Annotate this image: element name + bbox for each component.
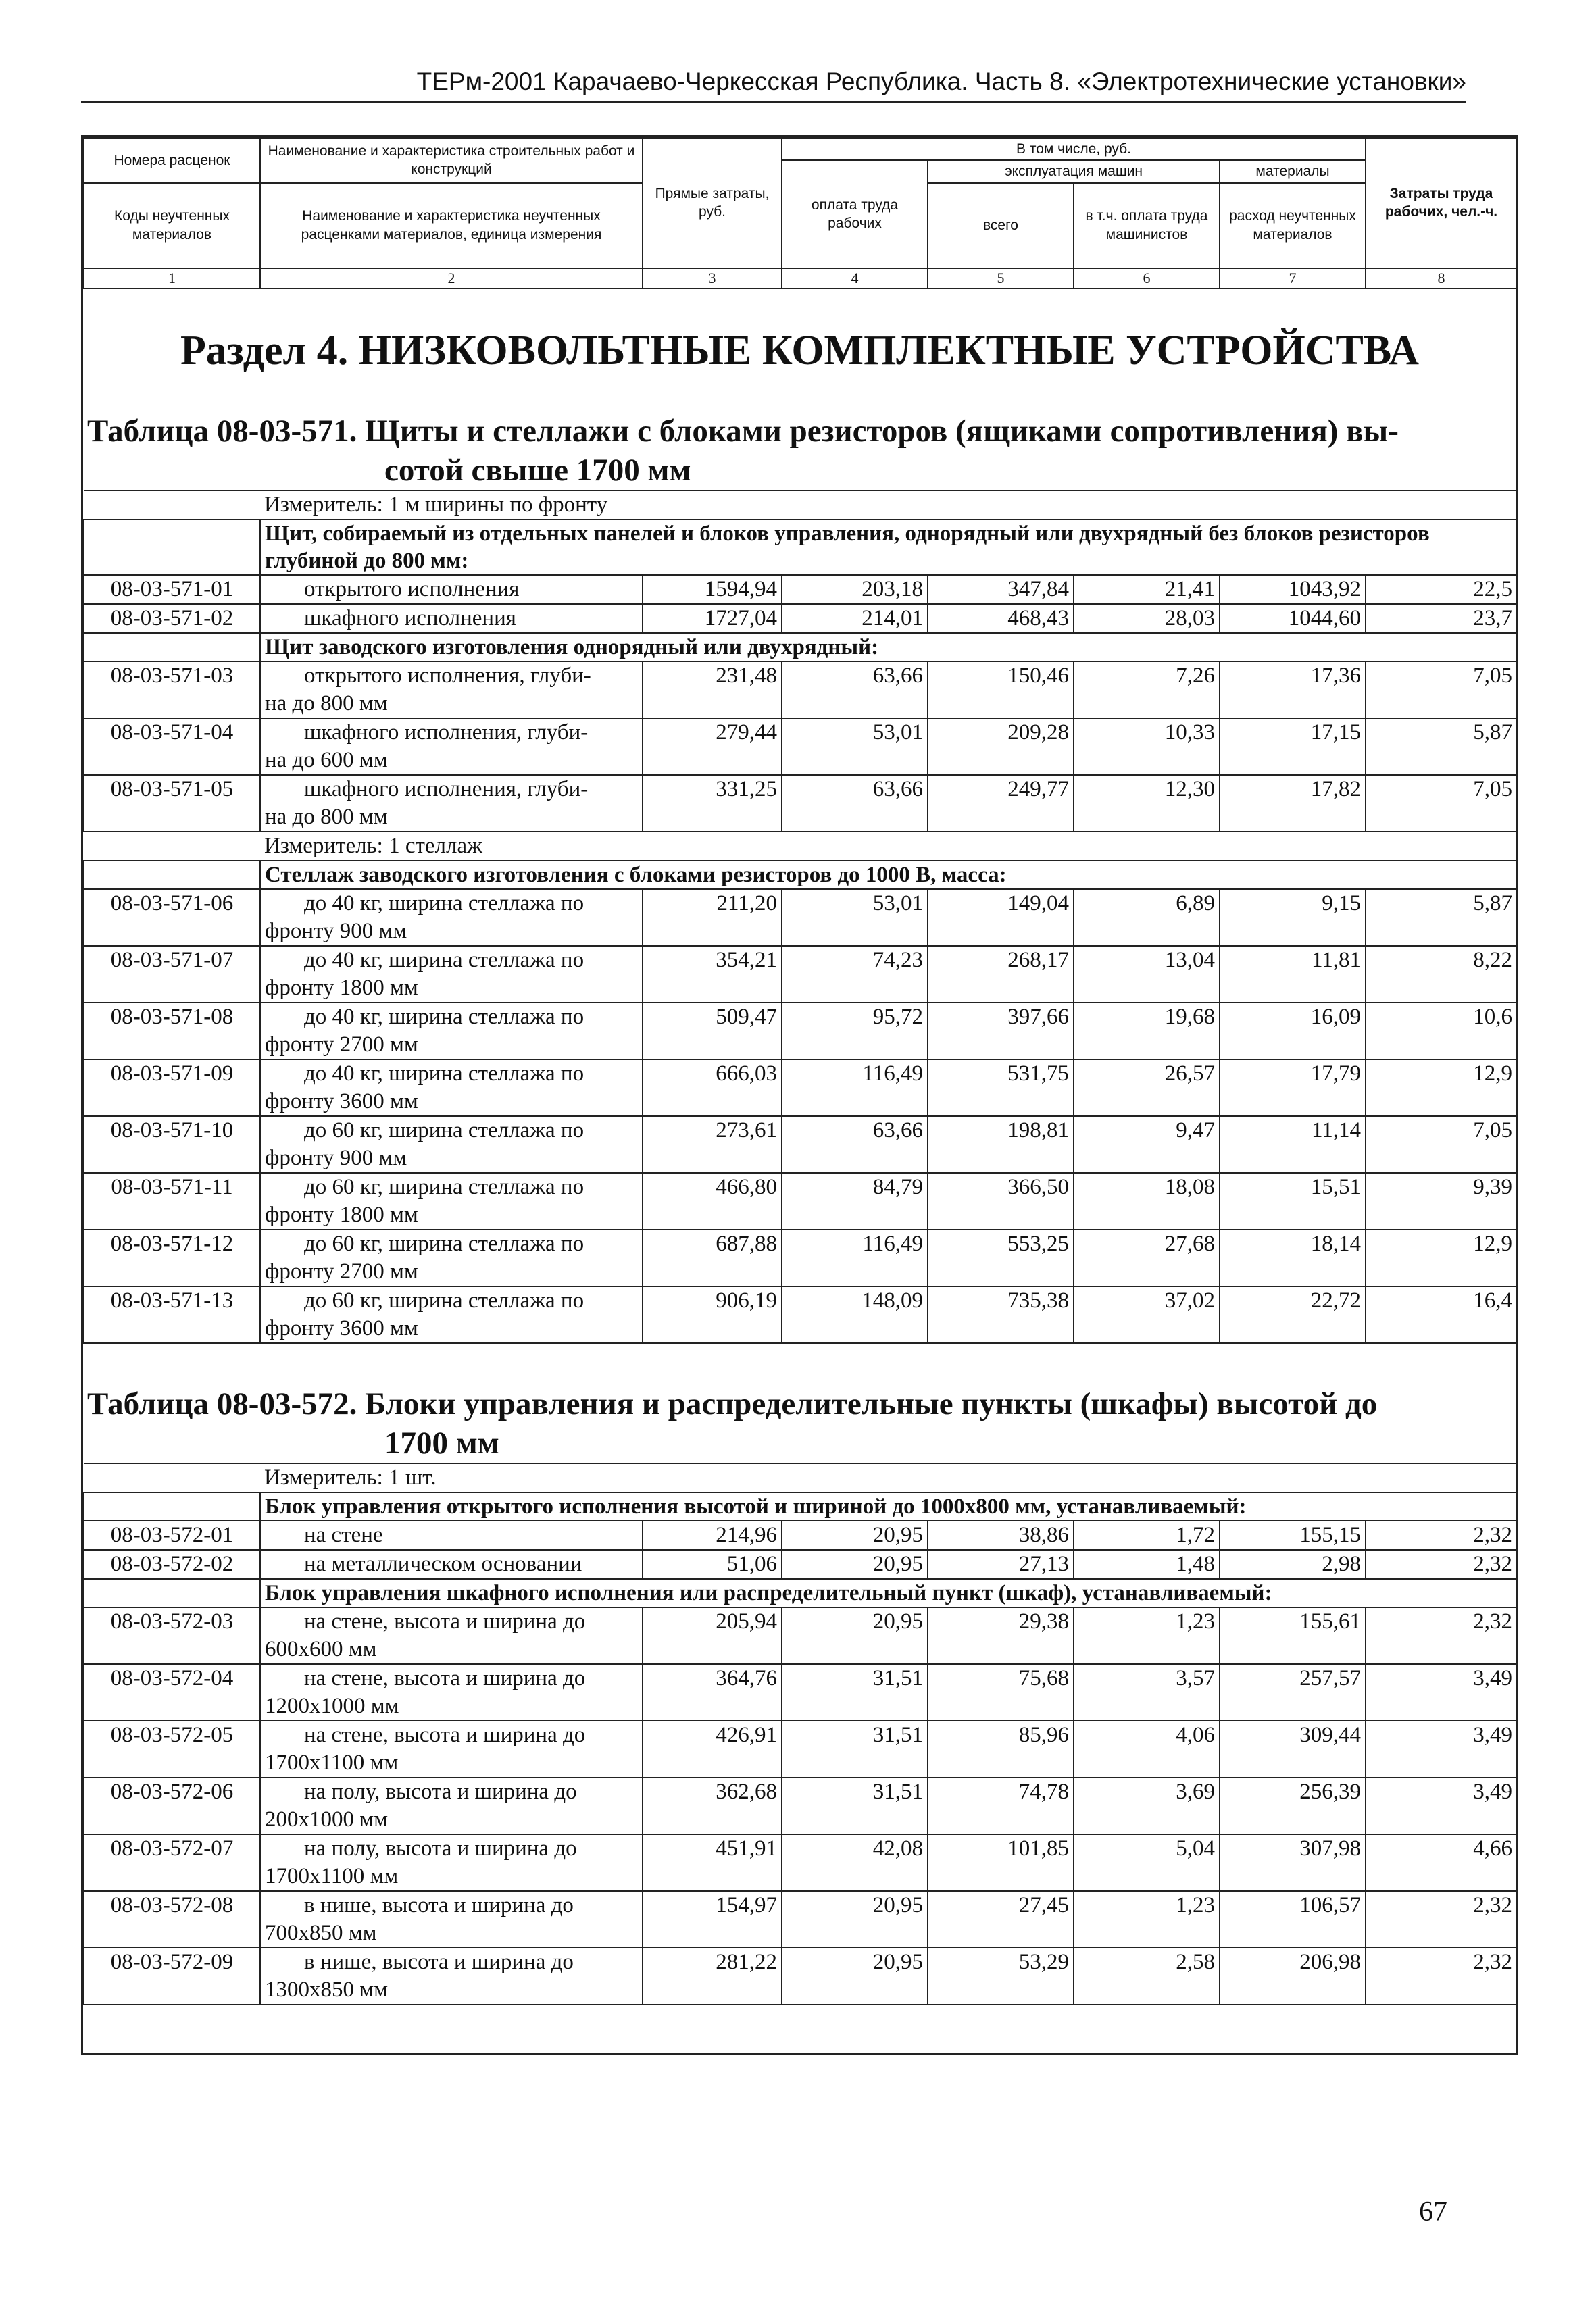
- direct-cost: 279,44: [643, 718, 782, 775]
- header-col3: Прямые затраты, руб.: [643, 138, 782, 268]
- group-row: [84, 861, 1517, 889]
- rate-code: 08-03-571-05: [84, 775, 260, 832]
- labor-pay: 84,79: [782, 1173, 928, 1230]
- machinist-pay: 1,23: [1074, 1891, 1220, 1948]
- labor-hours: 2,32: [1366, 1891, 1517, 1948]
- labor-hours: 4,66: [1366, 1834, 1517, 1891]
- machine-cost: 150,46: [928, 661, 1074, 718]
- direct-cost: 466,80: [643, 1173, 782, 1230]
- machinist-pay: 3,69: [1074, 1778, 1220, 1834]
- direct-cost: 1594,94: [643, 575, 782, 604]
- direct-cost: 1727,04: [643, 604, 782, 633]
- machinist-pay: 2,58: [1074, 1948, 1220, 2005]
- labor-pay: 203,18: [782, 575, 928, 604]
- measure-spacer: [84, 491, 260, 520]
- material-cost: 11,81: [1220, 946, 1366, 1003]
- work-name: [260, 1550, 643, 1579]
- work-name-text: до 60 кг, ширина стеллажа по: [304, 1118, 584, 1143]
- work-name-cont: 1700х1100 мм: [265, 1864, 399, 1889]
- machine-cost: 85,96: [928, 1721, 1074, 1778]
- header-col2-top: Наименование и характеристика строительных работ и конструкций: [260, 138, 643, 183]
- work-name: [260, 1173, 643, 1230]
- labor-pay: 20,95: [782, 1948, 928, 2005]
- rate-code: 08-03-571-03: [84, 661, 260, 718]
- rate-code: 08-03-572-08: [84, 1891, 260, 1948]
- work-name-text: на полу, высота и ширина до: [304, 1836, 577, 1861]
- header-col8: Затраты труда рабочих, чел.-ч.: [1366, 138, 1517, 268]
- table-row: [84, 775, 1517, 832]
- labor-pay: 148,09: [782, 1286, 928, 1343]
- material-cost: 1043,92: [1220, 575, 1366, 604]
- work-name: [260, 1230, 643, 1286]
- header-col7: расход неучтенных материалов: [1220, 183, 1366, 268]
- table-row: [84, 1059, 1517, 1116]
- rate-code: 08-03-572-04: [84, 1664, 260, 1721]
- direct-cost: 231,48: [643, 661, 782, 718]
- labor-pay: 63,66: [782, 1116, 928, 1173]
- group-heading: Щит заводского изготовления однорядный или двухрядный:: [260, 633, 1517, 661]
- labor-hours: 3,49: [1366, 1721, 1517, 1778]
- machinist-pay: 1,23: [1074, 1607, 1220, 1664]
- group-row: [84, 633, 1517, 661]
- labor-hours: 9,39: [1366, 1173, 1517, 1230]
- table-572-body: [83, 1463, 1518, 2005]
- rate-code: 08-03-571-07: [84, 946, 260, 1003]
- material-cost: 256,39: [1220, 1778, 1366, 1834]
- work-name: [260, 1003, 643, 1059]
- machine-cost: 75,68: [928, 1664, 1074, 1721]
- labor-hours: 2,32: [1366, 1948, 1517, 2005]
- labor-pay: 31,51: [782, 1664, 928, 1721]
- table-571-title: [83, 411, 1516, 490]
- labor-pay: 74,23: [782, 946, 928, 1003]
- rate-code: 08-03-571-09: [84, 1059, 260, 1116]
- work-name-text: на стене: [304, 1523, 383, 1548]
- material-cost: 307,98: [1220, 1834, 1366, 1891]
- table-row: [84, 1607, 1517, 1664]
- work-name-text: на стене, высота и ширина до: [304, 1666, 586, 1691]
- running-head: ТЕРм-2001 Карачаево-Черкесская Республика. Часть 8. «Электротехнические установки»: [81, 68, 1466, 103]
- group-row: [84, 1492, 1517, 1521]
- group-spacer: [84, 520, 260, 575]
- rate-code: 08-03-571-04: [84, 718, 260, 775]
- work-name-text: на стене, высота и ширина до: [304, 1609, 586, 1634]
- labor-hours: 3,49: [1366, 1778, 1517, 1834]
- work-name-text: в нише, высота и ширина до: [304, 1950, 574, 1975]
- labor-pay: 53,01: [782, 889, 928, 946]
- work-name-text: открытого исполнения: [304, 577, 520, 602]
- direct-cost: 364,76: [643, 1664, 782, 1721]
- labor-pay: 20,95: [782, 1550, 928, 1579]
- machine-cost: 347,84: [928, 575, 1074, 604]
- page-number: 67: [1419, 2196, 1447, 2228]
- work-name: [260, 1521, 643, 1550]
- machinist-pay: 1,72: [1074, 1521, 1220, 1550]
- direct-cost: 666,03: [643, 1059, 782, 1116]
- machinist-pay: 21,41: [1074, 575, 1220, 604]
- material-cost: 2,98: [1220, 1550, 1366, 1579]
- group-heading: Блок управления открытого исполнения высотой и шириной до 1000х800 мм, устанавливаемый:: [260, 1492, 1517, 1521]
- labor-pay: 53,01: [782, 718, 928, 775]
- labor-pay: 31,51: [782, 1721, 928, 1778]
- measure-label: Измеритель: 1 стеллаж: [260, 832, 1517, 861]
- table-row: [84, 1521, 1517, 1550]
- table-row: [84, 1230, 1517, 1286]
- work-name-cont: фронту 2700 мм: [265, 1032, 418, 1057]
- direct-cost: 362,68: [643, 1778, 782, 1834]
- work-name-text: в нише, высота и ширина до: [304, 1893, 574, 1918]
- direct-cost: 205,94: [643, 1607, 782, 1664]
- machinist-pay: 27,68: [1074, 1230, 1220, 1286]
- measure-row: [84, 832, 1517, 861]
- group-spacer: [84, 1579, 260, 1607]
- work-name-cont: 600х600 мм: [265, 1637, 377, 1662]
- material-cost: 17,79: [1220, 1059, 1366, 1116]
- work-name-text: до 40 кг, ширина стеллажа по: [304, 948, 584, 973]
- measure-row: [84, 491, 1517, 520]
- direct-cost: 211,20: [643, 889, 782, 946]
- labor-hours: 7,05: [1366, 661, 1517, 718]
- labor-hours: 23,7: [1366, 604, 1517, 633]
- work-name: [260, 889, 643, 946]
- section-title: Раздел 4. НИЗКОВОЛЬТНЫЕ КОМПЛЕКТНЫЕ УСТРОЙСТВА: [180, 328, 1420, 374]
- table-row: [84, 575, 1517, 604]
- machine-cost: 735,38: [928, 1286, 1074, 1343]
- machinist-pay: 4,06: [1074, 1721, 1220, 1778]
- material-cost: 257,57: [1220, 1664, 1366, 1721]
- labor-pay: 42,08: [782, 1834, 928, 1891]
- rate-code: 08-03-572-06: [84, 1778, 260, 1834]
- work-name-text: на стене, высота и ширина до: [304, 1723, 586, 1748]
- work-name-text: до 40 кг, ширина стеллажа по: [304, 1005, 584, 1030]
- labor-hours: 2,32: [1366, 1607, 1517, 1664]
- labor-hours: 2,32: [1366, 1550, 1517, 1579]
- table-row: [84, 718, 1517, 775]
- table-row: [84, 1664, 1517, 1721]
- work-name-text: шкафного исполнения: [304, 606, 516, 631]
- direct-cost: 906,19: [643, 1286, 782, 1343]
- table-row: [84, 1778, 1517, 1834]
- measure-label: Измеритель: 1 м ширины по фронту: [260, 491, 1517, 520]
- work-name-cont: фронту 3600 мм: [265, 1316, 418, 1341]
- rate-code: 08-03-572-02: [84, 1550, 260, 1579]
- machine-cost: 101,85: [928, 1834, 1074, 1891]
- rate-code: 08-03-572-09: [84, 1948, 260, 2005]
- work-name-cont: 200х1000 мм: [265, 1807, 389, 1832]
- header-number: 8: [1366, 268, 1517, 289]
- rate-code: 08-03-571-13: [84, 1286, 260, 1343]
- work-name: [260, 1059, 643, 1116]
- machine-cost: 468,43: [928, 604, 1074, 633]
- work-name: [260, 775, 643, 832]
- rate-code: 08-03-571-06: [84, 889, 260, 946]
- machinist-pay: 1,48: [1074, 1550, 1220, 1579]
- machinist-pay: 18,08: [1074, 1173, 1220, 1230]
- table-row: [84, 1116, 1517, 1173]
- table-row: [84, 1550, 1517, 1579]
- header-col1-top: Номера расценок: [84, 138, 260, 183]
- work-name: [260, 946, 643, 1003]
- table-row: [84, 1891, 1517, 1948]
- table-row: [84, 1948, 1517, 2005]
- header-machines: эксплуатация машин: [928, 160, 1220, 182]
- table-571-body: [83, 490, 1518, 1344]
- machinist-pay: 28,03: [1074, 604, 1220, 633]
- table-row: [84, 1834, 1517, 1891]
- measure-spacer: [84, 832, 260, 861]
- table-row: [84, 1286, 1517, 1343]
- table-572-title-line2: 1700 мм: [384, 1426, 499, 1461]
- material-cost: 106,57: [1220, 1891, 1366, 1948]
- machine-cost: 198,81: [928, 1116, 1074, 1173]
- work-name-cont: на до 800 мм: [265, 805, 388, 830]
- work-name: [260, 718, 643, 775]
- work-name-cont: на до 800 мм: [265, 691, 388, 716]
- rate-table: [81, 135, 1518, 2055]
- machine-cost: 209,28: [928, 718, 1074, 775]
- header-col5: всего: [928, 183, 1074, 268]
- work-name-cont: фронту 2700 мм: [265, 1259, 418, 1284]
- group-heading: Щит, собираемый из отдельных панелей и блоков управления, однорядный или двухрядный без блоков резисторов глубиной до 800 мм:: [260, 520, 1517, 575]
- work-name-text: открытого исполнения, глуби-: [304, 663, 591, 688]
- rate-code: 08-03-571-08: [84, 1003, 260, 1059]
- machinist-pay: 10,33: [1074, 718, 1220, 775]
- header-number: 1: [84, 268, 260, 289]
- labor-hours: 10,6: [1366, 1003, 1517, 1059]
- labor-pay: 20,95: [782, 1521, 928, 1550]
- group-spacer: [84, 633, 260, 661]
- labor-hours: 12,9: [1366, 1059, 1517, 1116]
- rate-code: 08-03-571-11: [84, 1173, 260, 1230]
- direct-cost: 426,91: [643, 1721, 782, 1778]
- work-name-cont: фронту 900 мм: [265, 1146, 407, 1171]
- machinist-pay: 3,57: [1074, 1664, 1220, 1721]
- group-row: [84, 520, 1517, 575]
- work-name-text: до 40 кг, ширина стеллажа по: [304, 891, 584, 916]
- direct-cost: 331,25: [643, 775, 782, 832]
- work-name-text: до 60 кг, ширина стеллажа по: [304, 1288, 584, 1313]
- measure-row: [84, 1463, 1517, 1492]
- group-spacer: [84, 1492, 260, 1521]
- labor-pay: 214,01: [782, 604, 928, 633]
- direct-cost: 354,21: [643, 946, 782, 1003]
- work-name: [260, 575, 643, 604]
- labor-pay: 63,66: [782, 775, 928, 832]
- table-row: [84, 1721, 1517, 1778]
- material-cost: 9,15: [1220, 889, 1366, 946]
- material-cost: 17,36: [1220, 661, 1366, 718]
- machine-cost: 149,04: [928, 889, 1074, 946]
- machine-cost: 74,78: [928, 1778, 1074, 1834]
- labor-hours: 22,5: [1366, 575, 1517, 604]
- labor-hours: 5,87: [1366, 718, 1517, 775]
- header-materials: материалы: [1220, 160, 1366, 182]
- machinist-pay: 12,30: [1074, 775, 1220, 832]
- work-name: [260, 1286, 643, 1343]
- rate-code: 08-03-572-07: [84, 1834, 260, 1891]
- labor-hours: 5,87: [1366, 889, 1517, 946]
- header-group: В том числе, руб.: [782, 138, 1366, 160]
- table-row: [84, 604, 1517, 633]
- labor-hours: 12,9: [1366, 1230, 1517, 1286]
- material-cost: 22,72: [1220, 1286, 1366, 1343]
- material-cost: 155,15: [1220, 1521, 1366, 1550]
- labor-pay: 31,51: [782, 1778, 928, 1834]
- labor-hours: 2,32: [1366, 1521, 1517, 1550]
- labor-hours: 8,22: [1366, 946, 1517, 1003]
- header-col6: в т.ч. оплата труда машинистов: [1074, 183, 1220, 268]
- machinist-pay: 6,89: [1074, 889, 1220, 946]
- measure-label: Измеритель: 1 шт.: [260, 1463, 1517, 1492]
- work-name-cont: фронту 3600 мм: [265, 1089, 418, 1114]
- material-cost: 17,82: [1220, 775, 1366, 832]
- material-cost: 206,98: [1220, 1948, 1366, 2005]
- rate-code: 08-03-572-01: [84, 1521, 260, 1550]
- rate-code: 08-03-571-10: [84, 1116, 260, 1173]
- table-row: [84, 889, 1517, 946]
- table-row: [84, 1173, 1517, 1230]
- work-name: [260, 1607, 643, 1664]
- machine-cost: 553,25: [928, 1230, 1074, 1286]
- machine-cost: 531,75: [928, 1059, 1074, 1116]
- table-header: [83, 137, 1518, 289]
- rate-code: 08-03-572-03: [84, 1607, 260, 1664]
- table-row: [84, 946, 1517, 1003]
- work-name-cont: фронту 900 мм: [265, 919, 407, 944]
- material-cost: 11,14: [1220, 1116, 1366, 1173]
- direct-cost: 51,06: [643, 1550, 782, 1579]
- labor-hours: 7,05: [1366, 1116, 1517, 1173]
- work-name-cont: фронту 1800 мм: [265, 1203, 418, 1228]
- material-cost: 1044,60: [1220, 604, 1366, 633]
- rate-code: 08-03-572-05: [84, 1721, 260, 1778]
- table-572-title: [83, 1384, 1516, 1463]
- labor-hours: 16,4: [1366, 1286, 1517, 1343]
- machine-cost: 27,45: [928, 1891, 1074, 1948]
- group-heading: Блок управления шкафного исполнения или распределительный пункт (шкаф), устанавливаемый:: [260, 1579, 1517, 1607]
- labor-hours: 3,49: [1366, 1664, 1517, 1721]
- direct-cost: 214,96: [643, 1521, 782, 1550]
- work-name-cont: фронту 1800 мм: [265, 976, 418, 1001]
- direct-cost: 281,22: [643, 1948, 782, 2005]
- direct-cost: 273,61: [643, 1116, 782, 1173]
- measure-spacer: [84, 1463, 260, 1492]
- machinist-pay: 5,04: [1074, 1834, 1220, 1891]
- header-col2-bottom: Наименование и характеристика неучтенных расценками материалов, единица измерения: [260, 183, 643, 268]
- work-name-cont: 1300х850 мм: [265, 1978, 389, 2003]
- work-name-text: шкафного исполнения, глуби-: [304, 720, 589, 745]
- header-number: 5: [928, 268, 1074, 289]
- work-name-text: до 60 кг, ширина стеллажа по: [304, 1175, 584, 1200]
- work-name: [260, 604, 643, 633]
- machinist-pay: 9,47: [1074, 1116, 1220, 1173]
- header-number: 7: [1220, 268, 1366, 289]
- labor-pay: 63,66: [782, 661, 928, 718]
- direct-cost: 509,47: [643, 1003, 782, 1059]
- machine-cost: 27,13: [928, 1550, 1074, 1579]
- work-name: [260, 1778, 643, 1834]
- direct-cost: 154,97: [643, 1891, 782, 1948]
- work-name-text: на металлическом основании: [304, 1552, 582, 1577]
- work-name: [260, 1116, 643, 1173]
- material-cost: 18,14: [1220, 1230, 1366, 1286]
- machinist-pay: 7,26: [1074, 661, 1220, 718]
- work-name-cont: на до 600 мм: [265, 748, 388, 773]
- table-row: [84, 661, 1517, 718]
- rate-code: 08-03-571-12: [84, 1230, 260, 1286]
- work-name-text: до 60 кг, ширина стеллажа по: [304, 1232, 584, 1257]
- table-571-title-line2: сотой свыше 1700 мм: [384, 453, 691, 488]
- header-number: 2: [260, 268, 643, 289]
- table-571-title-line1: Таблица 08-03-571. Щиты и стеллажи с блоками резисторов (ящиками сопротивления) вы-: [87, 413, 1399, 449]
- header-number: 3: [643, 268, 782, 289]
- machine-cost: 249,77: [928, 775, 1074, 832]
- material-cost: 16,09: [1220, 1003, 1366, 1059]
- work-name-text: на полу, высота и ширина до: [304, 1780, 577, 1805]
- work-name: [260, 1721, 643, 1778]
- work-name: [260, 1948, 643, 2005]
- work-name: [260, 1891, 643, 1948]
- work-name-text: шкафного исполнения, глуби-: [304, 777, 589, 802]
- machine-cost: 38,86: [928, 1521, 1074, 1550]
- material-cost: 15,51: [1220, 1173, 1366, 1230]
- header-number: 6: [1074, 268, 1220, 289]
- work-name: [260, 1834, 643, 1891]
- machinist-pay: 13,04: [1074, 946, 1220, 1003]
- machine-cost: 366,50: [928, 1173, 1074, 1230]
- material-cost: 155,61: [1220, 1607, 1366, 1664]
- labor-hours: 7,05: [1366, 775, 1517, 832]
- work-name: [260, 661, 643, 718]
- labor-pay: 116,49: [782, 1059, 928, 1116]
- machinist-pay: 37,02: [1074, 1286, 1220, 1343]
- direct-cost: 687,88: [643, 1230, 782, 1286]
- machine-cost: 397,66: [928, 1003, 1074, 1059]
- header-col1-bottom: Коды неучтенных материалов: [84, 183, 260, 268]
- work-name: [260, 1664, 643, 1721]
- group-row: [84, 1579, 1517, 1607]
- machine-cost: 29,38: [928, 1607, 1074, 1664]
- work-name-cont: 700х850 мм: [265, 1921, 377, 1946]
- group-spacer: [84, 861, 260, 889]
- labor-pay: 20,95: [782, 1891, 928, 1948]
- work-name-cont: 1700х1100 мм: [265, 1751, 399, 1776]
- labor-pay: 116,49: [782, 1230, 928, 1286]
- header-col4: оплата труда рабочих: [782, 160, 928, 268]
- group-heading: Стеллаж заводского изготовления с блоками резисторов до 1000 В, масса:: [260, 861, 1517, 889]
- rate-code: 08-03-571-01: [84, 575, 260, 604]
- work-name-cont: 1200х1000 мм: [265, 1694, 399, 1719]
- material-cost: 17,15: [1220, 718, 1366, 775]
- work-name-text: до 40 кг, ширина стеллажа по: [304, 1061, 584, 1086]
- machinist-pay: 26,57: [1074, 1059, 1220, 1116]
- labor-pay: 95,72: [782, 1003, 928, 1059]
- rate-code: 08-03-571-02: [84, 604, 260, 633]
- machine-cost: 268,17: [928, 946, 1074, 1003]
- machinist-pay: 19,68: [1074, 1003, 1220, 1059]
- machine-cost: 53,29: [928, 1948, 1074, 2005]
- header-number: 4: [782, 268, 928, 289]
- labor-pay: 20,95: [782, 1607, 928, 1664]
- direct-cost: 451,91: [643, 1834, 782, 1891]
- table-572-title-line1: Таблица 08-03-572. Блоки управления и распределительные пункты (шкафы) высотой до: [87, 1386, 1378, 1422]
- table-row: [84, 1003, 1517, 1059]
- material-cost: 309,44: [1220, 1721, 1366, 1778]
